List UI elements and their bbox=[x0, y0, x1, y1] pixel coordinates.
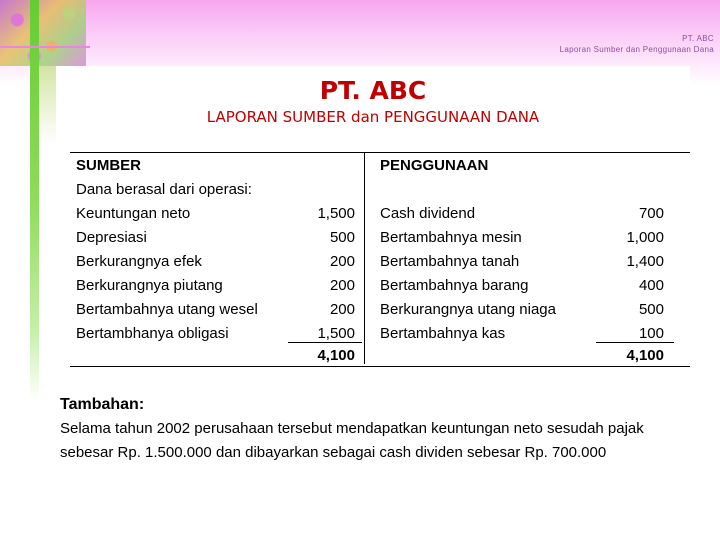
header-subtitle: Laporan Sumber dan Penggunaan Dana bbox=[559, 45, 714, 54]
sources-row-value: 1,500 bbox=[317, 205, 355, 222]
uses-total: 4,100 bbox=[626, 347, 664, 364]
report-subtitle: LAPORAN SUMBER dan PENGGUNAAN DANA bbox=[206, 108, 540, 126]
note-line-1: Selama tahun 2002 perusahaan tersebut mendapatkan keuntungan neto sesudah pajak bbox=[60, 420, 644, 437]
uses-row-value: 100 bbox=[638, 325, 664, 342]
sources-row-value: 1,500 bbox=[317, 325, 355, 342]
slide-header bbox=[560, 33, 714, 55]
sources-row-value: 200 bbox=[329, 277, 355, 294]
sources-row-label: Bertambhanya obligasi bbox=[76, 325, 229, 342]
uses-row-label: Bertambahnya barang bbox=[380, 277, 529, 294]
uses-row-value: 1,000 bbox=[626, 229, 664, 246]
decorative-texture bbox=[0, 0, 86, 66]
sources-row-label: Berkurangnya piutang bbox=[76, 277, 223, 294]
table-top-rule bbox=[70, 152, 690, 153]
sources-row-label: Depresiasi bbox=[76, 229, 147, 246]
decorative-pink-line bbox=[0, 46, 90, 48]
note-line-2: sebesar Rp. 1.500.000 dan dibayarkan sebagai cash dividen sebesar Rp. 700.000 bbox=[60, 444, 607, 461]
note-heading: Tambahan: bbox=[60, 396, 145, 413]
sources-row-label: Keuntungan neto bbox=[76, 205, 191, 222]
uses-row-value: 700 bbox=[638, 205, 664, 222]
sources-total: 4,100 bbox=[317, 347, 355, 364]
uses-row-value: 1,400 bbox=[626, 253, 664, 270]
uses-row-label: Bertambahnya mesin bbox=[380, 229, 522, 246]
uses-row-label: Bertambahnya kas bbox=[380, 325, 506, 342]
sources-row-value: 200 bbox=[329, 253, 355, 270]
header-company: PT. ABC bbox=[682, 34, 714, 43]
report-panel bbox=[56, 66, 690, 464]
uses-row-label: Bertambahnya tanah bbox=[380, 253, 520, 270]
sources-heading: SUMBER bbox=[76, 157, 142, 174]
table-bottom-rule bbox=[70, 366, 690, 367]
uses-row-value: 500 bbox=[638, 301, 664, 318]
uses-heading: PENGGUNAAN bbox=[380, 157, 489, 174]
sources-row-value: 500 bbox=[329, 229, 355, 246]
table-column-divider bbox=[364, 152, 365, 364]
decorative-green-bar bbox=[30, 0, 39, 400]
uses-row-label: Berkurangnya utang niaga bbox=[380, 301, 556, 318]
sources-row-label: Bertambahnya utang wesel bbox=[76, 301, 258, 318]
uses-row-label: Cash dividend bbox=[380, 205, 476, 222]
uses-row-value: 400 bbox=[638, 277, 664, 294]
sources-row-label: Berkurangnya efek bbox=[76, 253, 202, 270]
report-title: PT. ABC bbox=[319, 76, 427, 105]
sources-row-value: 200 bbox=[329, 301, 355, 318]
sources-intro: Dana berasal dari operasi: bbox=[76, 181, 252, 198]
